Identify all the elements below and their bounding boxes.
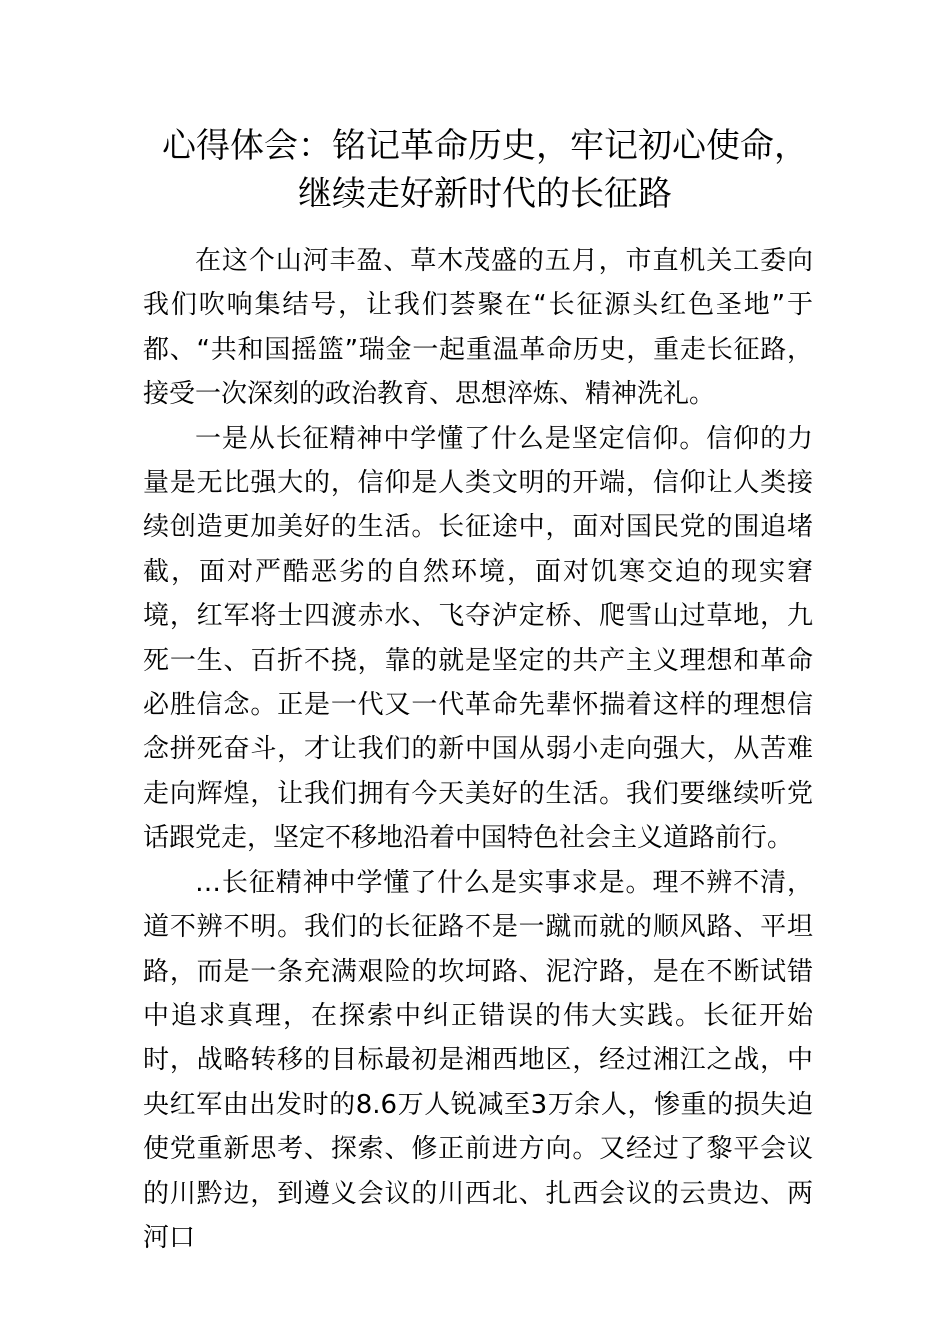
title-line-2: 继续走好新时代的长征路	[298, 174, 672, 214]
document-body	[143, 239, 813, 1260]
paragraph-intro: 在这个山河丰盈、草木茂盛的五月，市直机关工委向我们吹响集结号，让我们荟聚在“长征源头红色圣地”于都、“共和国摇篮”瑞金一起重温革命历史，重走长征路，接受一次深刻的政治教育、思想淬炼、精神洗礼。	[143, 246, 813, 410]
title-line-1: 心得体会：铭记革命历史，牢记初心使命，	[162, 126, 808, 166]
paragraph-truth: …长征精神中学懂了什么是实事求是。理不辨不清，道不辨不明。我们的长征路不是一蹴而就的顺风路、平坦路，而是一条充满艰险的坎坷路、泥泞路，是在不断试错中追求真理，在探索中纠正错误的伟大实践。长征开始时，战略转移的目标最初是湘西地区，经过湘江之战，中央红军由出发时的8.6万人锐减至3万余人，惨重的损失迫使党重新思考、探索、修正前进方向。又经过了黎平会议的川黔边，到遵义会议的川西北、扎西会议的云贵边、两河口	[143, 867, 813, 1253]
paragraph-faith: 一是从长征精神中学懂了什么是坚定信仰。信仰的力量是无比强大的，信仰是人类文明的开端，信仰让人类接续创造更加美好的生活。长征途中，面对国民党的围追堵截，面对严酷恶劣的自然环境，面对饥寒交迫的现实窘境，红军将士四渡赤水、飞夺泸定桥、爬雪山过草地，九死一生、百折不挠，靠的就是坚定的共产主义理想和革命必胜信念。正是一代又一代革命先辈怀揣着这样的理想信念拼死奋斗，才让我们的新中国从弱小走向强大，从苦难走向辉煌，让我们拥有今天美好的生活。我们要继续听党话跟党走，坚定不移地沿着中国特色社会主义道路前行。	[143, 423, 813, 854]
document-title	[140, 122, 830, 218]
